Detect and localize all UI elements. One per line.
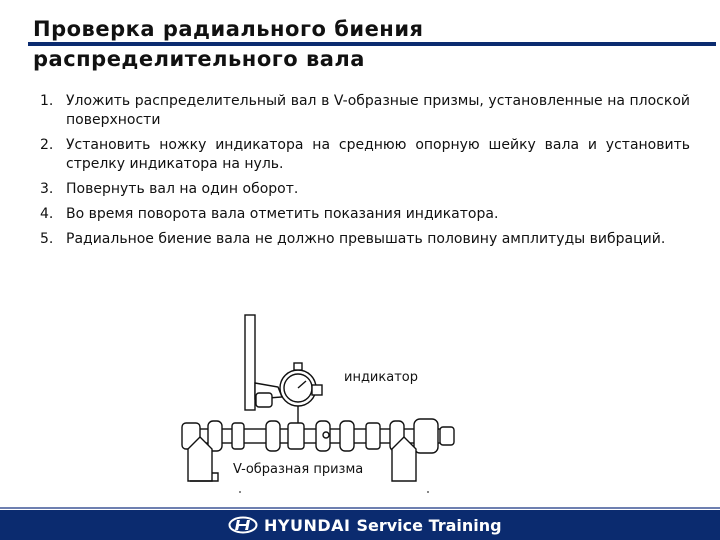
prism-label: V-образная призма <box>233 462 364 477</box>
brand-name: HYUNDAI <box>264 515 351 535</box>
step-item: 2. Установить ножку индикатора на среднюю опорную шейку вала и установить стрелку индикатора на нуль. <box>40 137 690 172</box>
step-item: 3. Повернуть вал на один оборот. <box>40 181 299 197</box>
step-item: 1. Уложить распределительный вал в V-образные призмы, установленные на плоской поверхности <box>40 93 690 128</box>
brand-subtitle: Service Training <box>356 515 502 535</box>
title-divider <box>28 42 716 46</box>
indicator-label: индикатор <box>344 370 418 385</box>
slide-title: Проверка радиального биения распределительного вала <box>33 17 424 71</box>
footer-divider <box>0 507 720 509</box>
step-item: 5. Радиальное биение вала не должно превышать половину амплитуды вибраций. <box>40 231 666 247</box>
step-item: 4. Во время поворота вала отметить показания индикатора. <box>40 206 499 222</box>
hyundai-logo-icon <box>228 516 258 534</box>
brand-footer <box>228 515 502 535</box>
steps-list <box>40 92 690 255</box>
